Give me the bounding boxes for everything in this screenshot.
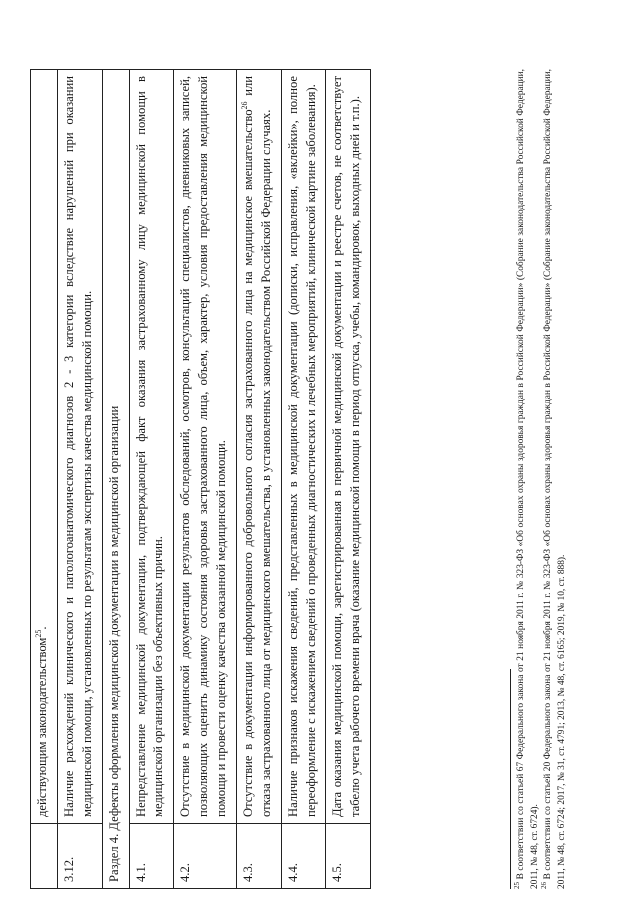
table-row xyxy=(236,70,281,889)
footnote-separator xyxy=(510,669,511,889)
footnote-25 xyxy=(512,69,542,889)
row-number-cell: 4.3. xyxy=(236,824,281,889)
row-text-cell: Дата оказания медицинской помощи, зарегистрированная в первичной медицинской документации и реестре счетов, не соответствует табелю учета рабочего времени врача (оказание медицинской помощи в период отпуска, учебы, командировок, выходных дней и т.п.). xyxy=(326,70,371,824)
row-number-cell: 3.12. xyxy=(57,824,102,889)
table-row xyxy=(31,70,58,889)
section-heading-row xyxy=(102,70,129,889)
footnote-26 xyxy=(542,69,569,889)
footnote-mark: 26 xyxy=(540,882,549,889)
footnote-mark: 25 xyxy=(512,882,521,889)
defects-table xyxy=(30,69,371,889)
footnote-ref-25: 25 xyxy=(33,629,43,638)
table-row xyxy=(129,70,174,889)
table-row xyxy=(326,70,371,889)
row-number-cell: 4.5. xyxy=(326,824,371,889)
row-text-cell xyxy=(31,70,58,824)
footnote-text: В соответствии со статьей 67 Федерального закона от 21 ноября 2011 г. № 323-ФЗ «Об основах охраны здоровья граждан в Российской Федерации» (Собрание законодательства Российской Федерации, 2011, № 48, ст. 6724). xyxy=(516,69,540,889)
row-text-cell: Отсутствие в медицинской документации результатов обследований, осмотров, консультаций специалистов, дневниковых записей, позволяющих оценить динамику состояния здоровья застрахованного лица, объем, характер, условия предоставления медицинской помощи и провести оценку качества оказанной медицинской помощи. xyxy=(174,70,237,824)
row-text-cell xyxy=(236,70,281,824)
row-number-cell: 4.2. xyxy=(174,824,237,889)
table-row xyxy=(174,70,237,889)
row-number-cell: 4.4. xyxy=(281,824,326,889)
row-number-cell xyxy=(31,824,58,889)
footnote-text: В соответствии со статьей 20 Федерального закона от 21 ноября 2011 г. № 323-ФЗ «Об основах охраны здоровья граждан в Российской Федерации» (Собрание законодательства Российской Федерации, 2011, № 48, ст. 6724; 2017, № 31, ст. 4791; 2013, № 48, ст. 6165; 2019, № 10, ст. 888). xyxy=(543,69,567,889)
section-4-heading: Раздел 4. Дефекты оформления медицинской документации в медицинской организации xyxy=(102,70,129,889)
row-text-cell: Наличие признаков искажения сведений, представленных в медицинской документации (дописки, исправления, «вклейки», полное переоформление с искажением сведений о проведенных диагностических и лечебных мероприятий, клинической картине заболевания). xyxy=(281,70,326,824)
row-text-cell: Непредставление медицинской документации, подтверждающей факт оказания застрахованному лицу медицинской помощи в медицинской организации без объективных причин. xyxy=(129,70,174,824)
continuation-period: . xyxy=(35,626,49,630)
footnote-ref-26: 26 xyxy=(239,101,249,110)
row-text-part-a: Отсутствие в документации информированного добровольного согласия застрахованного лица на медицинское вмешательство xyxy=(240,109,255,817)
continuation-text: действующим законодательством xyxy=(35,637,49,817)
row-text-cell: Наличие расхождений клинического и патологоанатомического диагнозов 2 - 3 категории вследствие нарушений при оказании медицинской помощи, установленных по результатам экспертизы качества медицинской помощи. xyxy=(57,70,102,824)
defects-table-container xyxy=(30,69,371,889)
row-number-cell: 4.1. xyxy=(129,824,174,889)
footnotes xyxy=(510,69,570,889)
table-row xyxy=(281,70,326,889)
row-text-part-b: или отказа застрахованного лица от медицинского вмешательства, в установленных законодательством Российской Федерации случаях. xyxy=(240,76,273,817)
table-row xyxy=(57,70,102,889)
